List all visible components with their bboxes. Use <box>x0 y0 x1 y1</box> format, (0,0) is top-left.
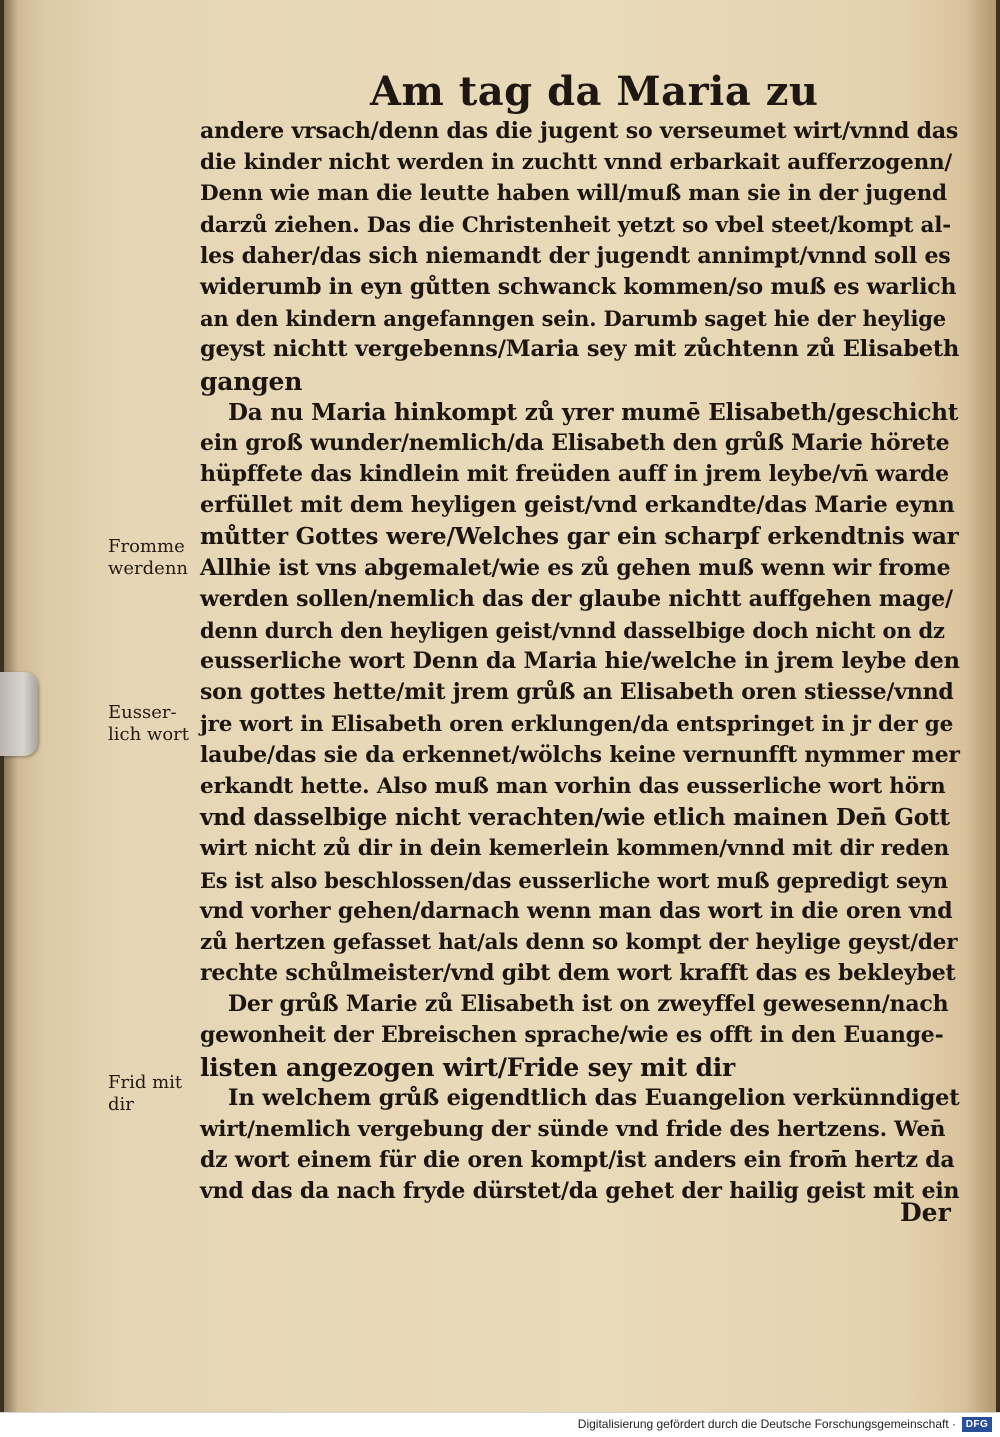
text-line: Da nu Maria hinkompt zů yrer mumē Elisabeth/geschicht <box>228 398 959 426</box>
text-line: widerumb in eyn gůtten schwanck kommen/so muß es warlich <box>200 273 957 300</box>
margin-note-line: Frid mit <box>108 1072 183 1093</box>
text-line: Der grůß Marie zů Elisabeth ist on zweyffel gewesenn/nach <box>228 991 949 1018</box>
margin-note-line: Fromme <box>108 536 185 557</box>
text-line: les daher/das sich niemandt der jugendt annimpt/vnnd soll es <box>200 242 951 269</box>
page-clip-tab <box>0 672 38 756</box>
margin-note-fromme <box>108 536 200 580</box>
text-line: eusserliche wort Denn da Maria hie/welche in jrem leybe den <box>200 648 960 675</box>
footer-credit-text: Digitalisierung gefördert durch die Deutsche Forschungsgemeinschaft · <box>577 1417 956 1431</box>
text-line: gewonheit der Ebreischen sprache/wie es offt in den Euange- <box>200 1022 944 1049</box>
main-text-block <box>200 116 960 1208</box>
text-line: erfüllet mit dem heyligen geist/vnd erkandte/das Marie eynn <box>200 492 955 519</box>
text-line: werden sollen/nemlich das der glaube nichtt auffgehen mage/ <box>200 585 953 612</box>
text-line: rechte schůlmeister/vnd gibt dem wort krafft das es bekleybet <box>200 960 956 987</box>
dfg-logo: DFG <box>962 1417 992 1432</box>
text-line: erkandt hette. Also muß man vorhin das eusserliche wort hörn <box>200 773 946 799</box>
text-line: andere vrsach/denn das die jugent so verseumet wirt/vnnd das <box>200 118 959 144</box>
text-line: ein groß wunder/nemlich/da Elisabeth den grůß Marie hörete <box>200 429 950 456</box>
margin-note-line: werdenn <box>108 558 189 579</box>
text-line: darzů ziehen. Das die Christenheit yetzt so vbel steet/kompt al- <box>200 212 951 238</box>
text-line: Denn wie man die leutte haben will/muß man sie in der jugend <box>200 181 947 207</box>
text-line: můtter Gottes were/Welches gar ein scharpf erkendtnis war <box>200 523 959 551</box>
text-line: denn durch den heyligen geist/vnnd dasselbige doch nicht on dz <box>200 618 945 643</box>
text-line: dz wort einem für die oren kompt/ist anders ein from̄ hertz da <box>200 1147 955 1174</box>
text-line: an den kindern angefanngen sein. Darumb saget hie der heylige <box>200 306 946 332</box>
text-line: son gottes hette/mit jrem grůß an Elisabeth oren stiesse/vnnd <box>200 679 954 706</box>
text-line: zů hertzen gefasset hat/als denn so kompt der heylige geyst/der <box>200 929 958 955</box>
text-line: hüpffete das kindlein mit freüden auff in jrem leybe/vn̄ warde <box>200 461 949 488</box>
text-line: jre wort in Elisabeth oren erklungen/da entspringet in jr der ge <box>200 711 954 737</box>
text-line: vnd vorher gehen/darnach wenn man das wort in die oren vnd <box>200 897 953 924</box>
margin-note-eusserlich <box>108 702 200 746</box>
text-line: wirt nicht zů dir in dein kemerlein kommen/vnnd mit dir reden <box>200 836 950 862</box>
page-fore-edge <box>966 0 996 1412</box>
digitization-footer <box>0 1412 1000 1437</box>
text-line: Allhie ist vns abgemalet/wie es zů gehen muß wenn wir frome <box>200 554 951 581</box>
catchword: Der <box>900 1198 951 1227</box>
margin-note-frid <box>108 1072 200 1116</box>
text-line: vnd dasselbige nicht verachten/wie etlich mainen Den̄ Gott <box>200 804 950 832</box>
text-line: die kinder nicht werden in zuchtt vnnd erbarkait aufferzogenn/ <box>200 150 953 176</box>
margin-note-line: dir <box>108 1094 134 1115</box>
text-line: Es ist also beschlossen/das eusserliche wort muß gepredigt seyn <box>200 867 948 893</box>
text-line: In welchem grůß eigendtlich das Euangelion verkünndiget <box>228 1084 960 1111</box>
text-line: geyst nichtt vergebenns/Maria sey mit zůchtenn zů Elisabeth <box>200 336 960 363</box>
text-line: listen angezogen wirt/Fride sey mit dir <box>200 1052 735 1082</box>
text-line: wirt/nemlich vergebung der sünde vnd fride des hertzens. Wen̄ <box>200 1117 946 1142</box>
text-line: laube/das sie da erkennet/wölchs keine vernunfft nymmer mer <box>200 741 960 768</box>
text-line: gangen <box>200 366 303 396</box>
running-header: Am tag da Maria zu <box>370 68 819 115</box>
text-line: vnd das da nach fryde dürstet/da gehet der hailig geist mit ein <box>200 1178 960 1205</box>
margin-note-line: lich wort <box>108 724 189 745</box>
margin-note-line: Eusser- <box>108 702 177 723</box>
